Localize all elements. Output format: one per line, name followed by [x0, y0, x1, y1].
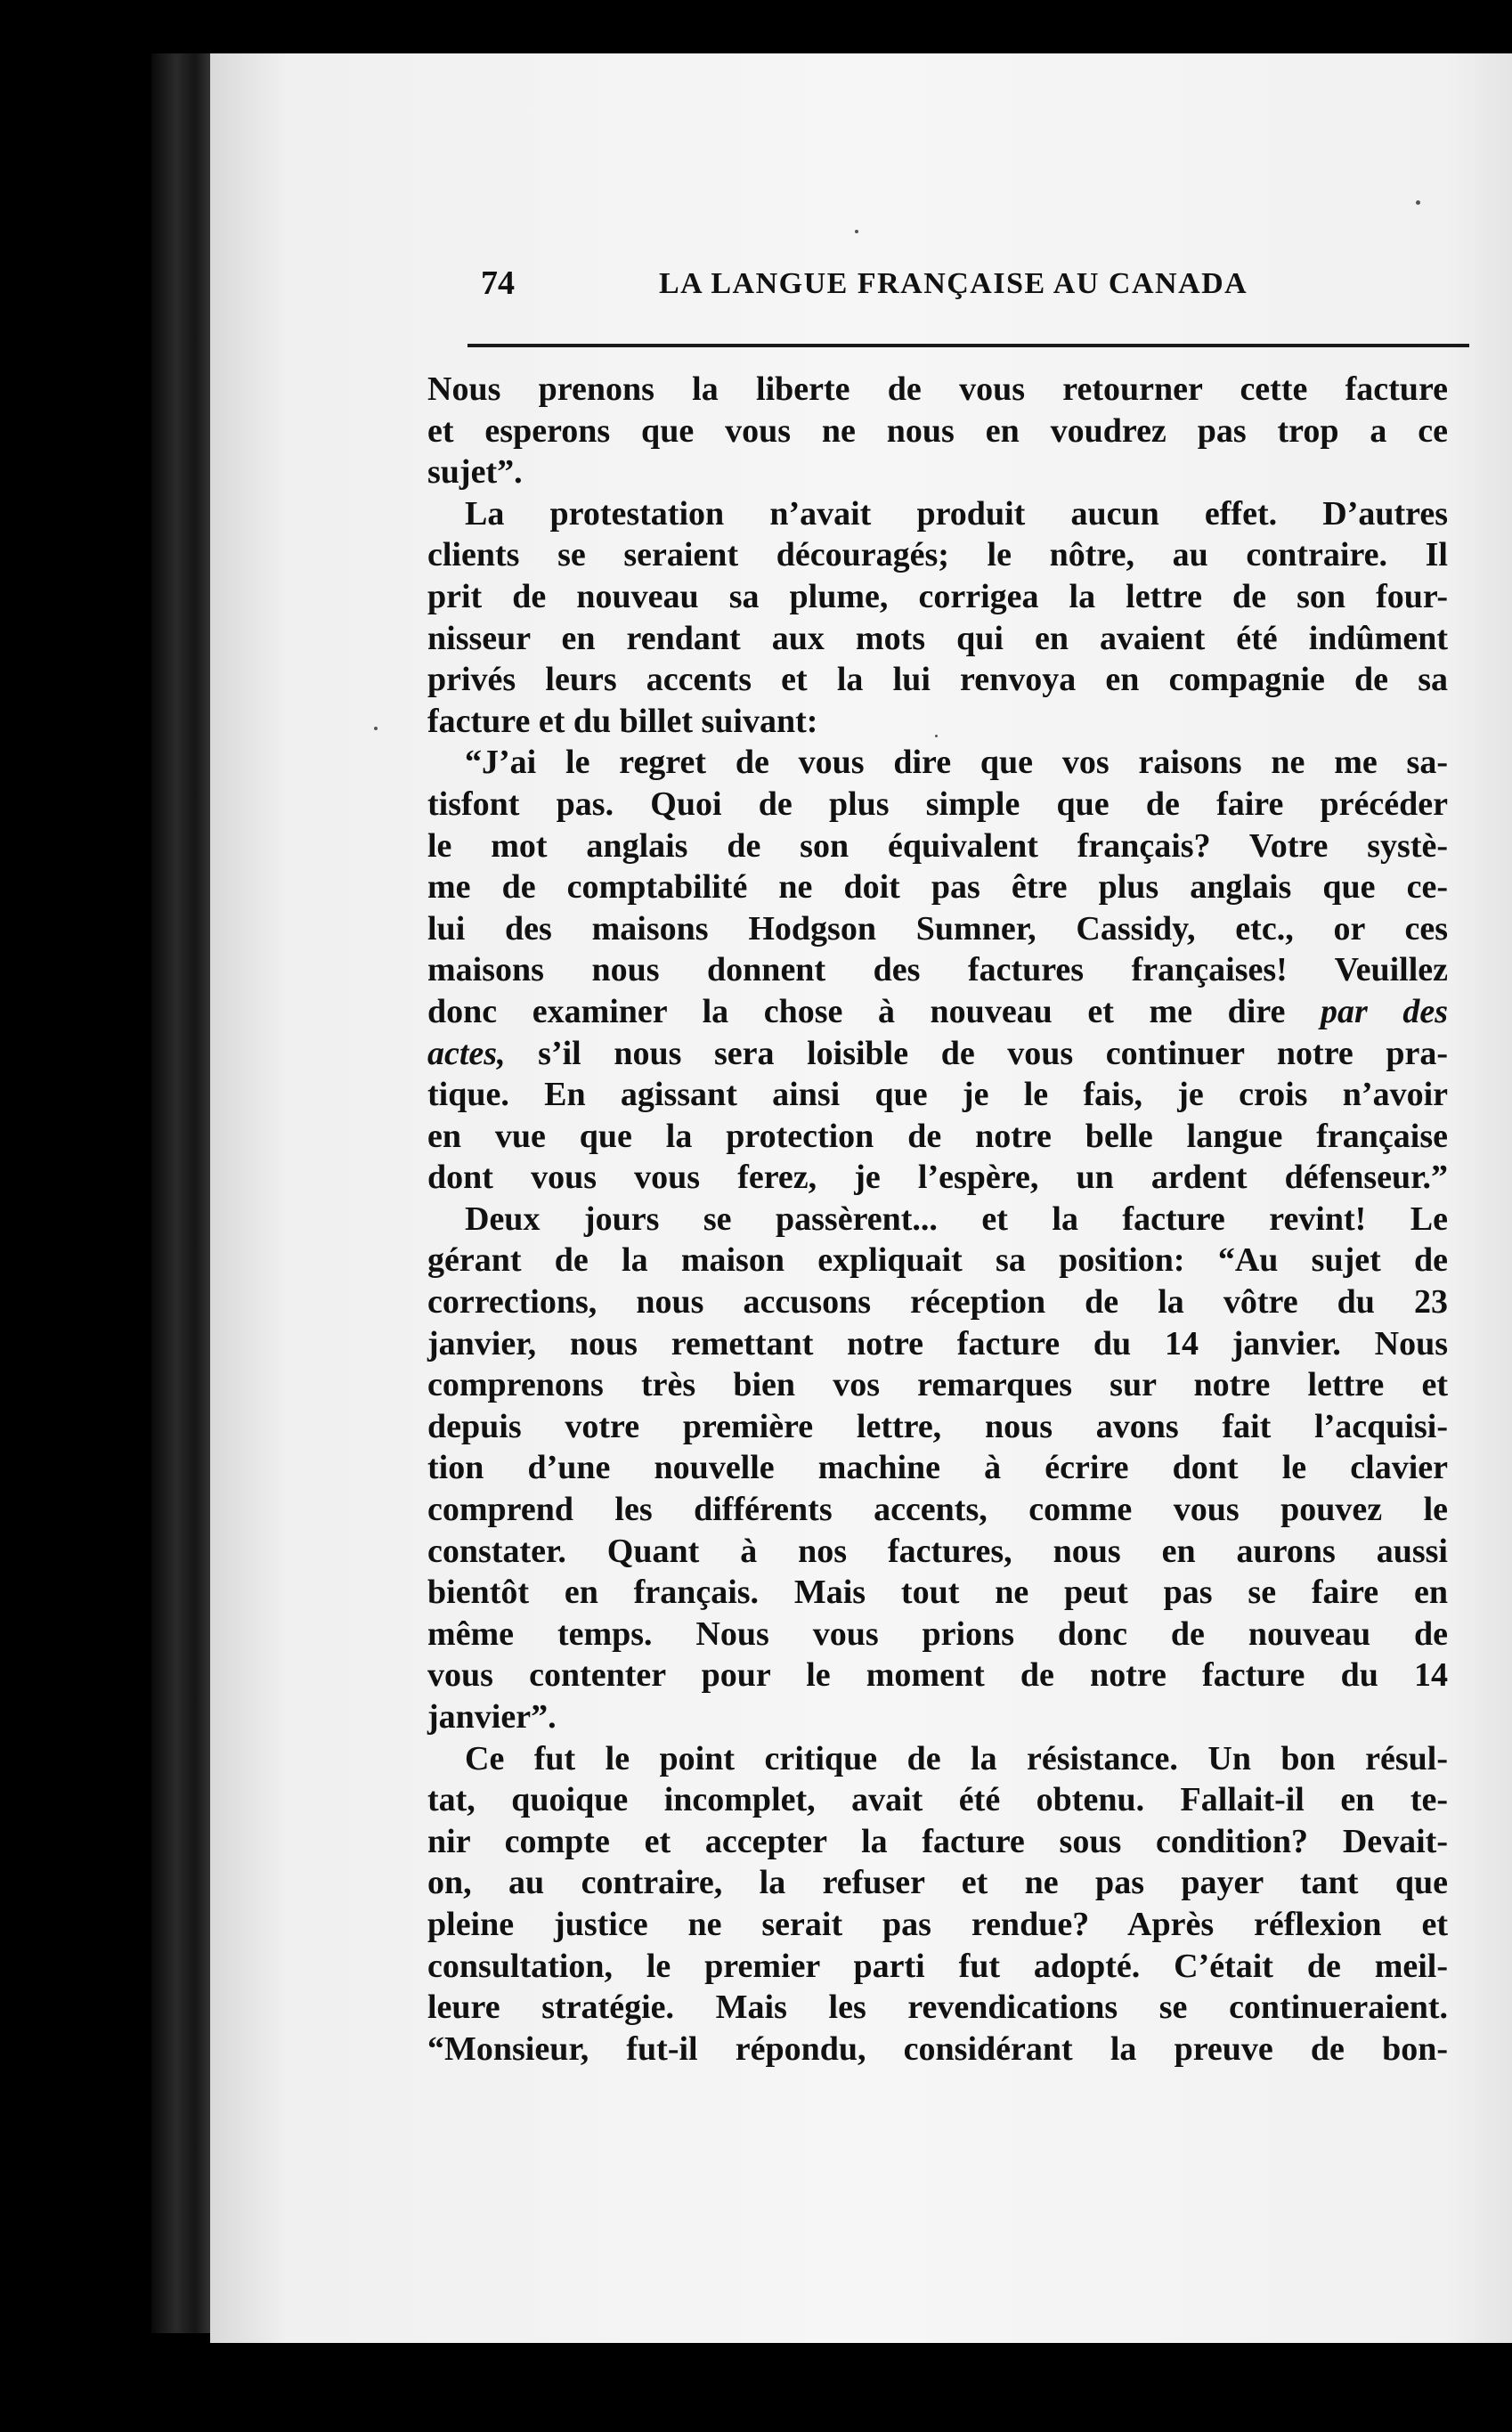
italic-text: par des: [1320, 992, 1449, 1030]
text-line: [427, 1033, 1448, 1075]
text-line: en vue que la protection de notre belle langue française: [427, 1117, 1448, 1155]
text-line: maisons nous donnent des factures françaises! Veuillez: [427, 951, 1448, 989]
text-segment: donc examiner la chose à nouveau et me dire: [427, 992, 1286, 1030]
text-line: La protestation n’avait produit aucun effet. D’autres: [465, 494, 1448, 533]
text-line: Nous prenons la liberte de vous retourner cette facture: [427, 370, 1448, 408]
text-line: Deux jours se passèrent... et la facture revint! Le: [465, 1200, 1448, 1238]
text-line: facture et du billet suivant:: [427, 702, 818, 740]
text-line: tat, quoique incomplet, avait été obtenu. Fallait-il en te-: [427, 1781, 1448, 1819]
scan-speck: [1416, 200, 1420, 205]
text-line: comprend les différents accents, comme vous pouvez le: [427, 1491, 1448, 1529]
scan-speck: [374, 727, 378, 730]
book-binding-shadow: [151, 53, 214, 2333]
text-line: tique. En agissant ainsi que je le fais, je crois n’avoir: [427, 1076, 1448, 1114]
text-line: le mot anglais de son équivalent français? Votre systè-: [427, 826, 1448, 865]
text-line: pleine justice ne serait pas rendue? Après réflexion et: [427, 1905, 1448, 1943]
text-line: bientôt en français. Mais tout ne peut pas se faire en: [427, 1574, 1448, 1612]
scan-speck: [855, 230, 858, 233]
body-text: [427, 369, 1448, 2070]
scan-speck: [935, 735, 938, 737]
text-line: clients se seraient découragés; le nôtre, au contraire. Il: [427, 536, 1448, 574]
text-line: constater. Quant à nos factures, nous en aurons aussi: [427, 1532, 1448, 1570]
text-line: privés leurs accents et la lui renvoya en compagnie de sa: [427, 661, 1448, 699]
text-line: [427, 991, 1448, 1033]
text-line: dont vous vous ferez, je l’espère, un ardent défenseur.”: [427, 1159, 1448, 1197]
text-segment: s’il nous sera loisible de vous continuer notre pra-: [538, 1034, 1448, 1072]
text-line: corrections, nous accusons réception de la vôtre du 23: [427, 1283, 1448, 1322]
text-line: même temps. Nous vous prions donc de nouveau de: [427, 1615, 1448, 1653]
italic-text: actes,: [427, 1034, 506, 1072]
text-line: lui des maisons Hodgson Sumner, Cassidy, etc., or ces: [427, 909, 1448, 948]
text-line: janvier, nous remettant notre facture du 14 janvier. Nous: [427, 1324, 1448, 1362]
text-line: consultation, le premier parti fut adopté. C’était de meil-: [427, 1947, 1448, 1985]
text-line: janvier”.: [427, 1698, 557, 1736]
text-line: leure stratégie. Mais les revendications se continueraient.: [427, 1989, 1448, 2027]
text-line: prit de nouveau sa plume, corrigea la lettre de son four-: [427, 577, 1448, 615]
text-line: Ce fut le point critique de la résistance. Un bon résul-: [465, 1739, 1448, 1777]
text-line: me de comptabilité ne doit pas être plus anglais que ce-: [427, 868, 1448, 907]
header-rule: [467, 344, 1469, 347]
text-line: comprenons très bien vos remarques sur notre lettre et: [427, 1366, 1448, 1404]
text-line: “J’ai le regret de vous dire que vos raisons ne me sa-: [465, 744, 1448, 782]
text-line: “Monsieur, fut-il répondu, considérant la preuve de bon-: [427, 2029, 1448, 2068]
page-header: [481, 264, 1460, 326]
text-line: on, au contraire, la refuser et ne pas payer tant que: [427, 1864, 1448, 1902]
text-line: tion d’une nouvelle machine à écrire dont le clavier: [427, 1449, 1448, 1487]
running-head: LA LANGUE FRANÇAISE AU CANADA: [659, 267, 1248, 300]
page-number: 74: [481, 264, 515, 302]
text-line: vous contenter pour le moment de notre facture du 14: [427, 1656, 1448, 1695]
text-line: nisseur en rendant aux mots qui en avaient été indûment: [427, 619, 1448, 657]
text-line: sujet”.: [427, 453, 523, 492]
text-line: tisfont pas. Quoi de plus simple que de faire précéder: [427, 785, 1448, 823]
text-line: gérant de la maison expliquait sa position: “Au sujet de: [427, 1241, 1448, 1280]
text-line: et esperons que vous ne nous en voudrez pas trop a ce: [427, 411, 1448, 450]
text-line: depuis votre première lettre, nous avons fait l’acquisi-: [427, 1407, 1448, 1445]
text-line: nir compte et accepter la facture sous condition? Devait-: [427, 1822, 1448, 1860]
